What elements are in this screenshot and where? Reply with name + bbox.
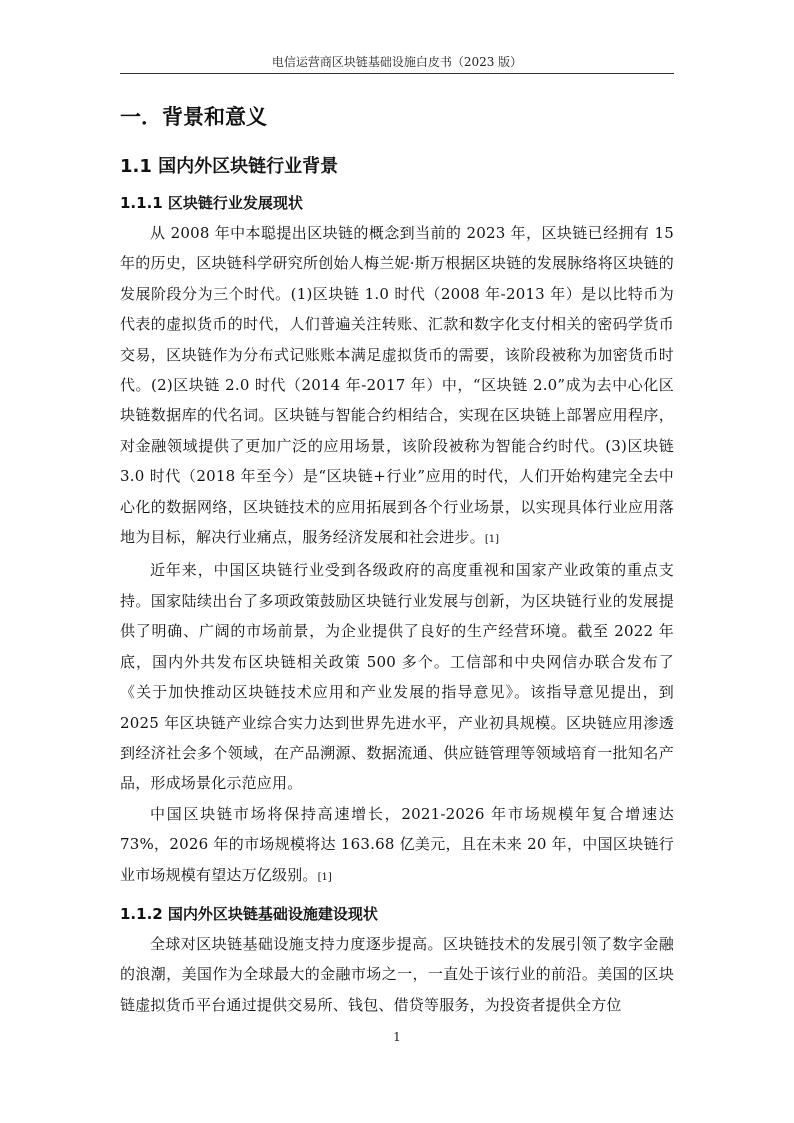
paragraph-1-text: 从 2008 年中本聪提出区块链的概念到当前的 2023 年，区块链已经拥有 15 年的历史，区块链科学研究所创始人梅兰妮·斯万根据区块链的发展脉络将区块链的发展阶段分为三个时代。(1)区块链 1.0 时代（2008 年-2013 年）是以比特币为代表的虚拟货币的时代，人们普遍关注转账、汇款和数字化支付相关的密码学货币交易，区块链作为分布式记账账本满足虚拟货币的需要，该阶段被称为加密货币时代。(2)区块链 2.0 时代（2014 年-2017 年）中，“区块链 2.0”成为去中心化区块链数据库的代名词。区块链与智能合约相结合，实现在区块链上部署应用程序，对金融领域提供了更加广泛的应用场景，该阶段被称为智能合约时代。(3)区块链 3.0 时代（2018 年至今）是“区块链+行业”应用的时代，人们开始构建完全去中心化的数据网络，区块链技术的应用拓展到各个行业场景，以实现具体行业应用落地为目标，解决行业痛点，服务经济发展和社会进步。 xyxy=(120,224,674,547)
paragraph-2 xyxy=(120,555,674,798)
paragraph-3-text: 中国区块链市场将保持高速增长，2021-2026 年市场规模年复合增速达 73%，2026 年的市场规模将达 163.68 亿美元，且在未来 20 年，中国区块链行业市场规模有望达万亿级别。 xyxy=(120,804,674,884)
citation-ref-2: [1] xyxy=(317,871,332,883)
paragraph-4-text: 全球对区块链基础设施支持力度逐步提高。区块链技术的发展引领了数字金融的浪潮，美国作为全球最大的金融市场之一，一直处于该行业的前沿。美国的区块链虚拟货币平台通过提供交易所、钱包、借贷等服务，为投资者提供全方位 xyxy=(120,934,674,1014)
paragraph-3 xyxy=(120,799,674,893)
paragraph-4 xyxy=(120,929,674,1020)
paragraph-1 xyxy=(120,218,674,555)
subsection-heading-1: 1.1.1 区块链行业发展现状 xyxy=(120,194,303,212)
paragraph-2-text: 近年来，中国区块链行业受到各级政府的高度重视和国家产业政策的重点支持。国家陆续出台了多项政策鼓励区块链行业发展与创新，为区块链行业的发展提供了明确、广阔的市场前景，为企业提供了良好的生产经营环境。截至 2022 年底，国内外共发布区块链相关政策 500 多个。工信部和中央网信办联合发布了《关于加快推动区块链技术应用和产业发展的指导意见》。该指导意见提出，到 2025 年区块链产业综合实力达到世界先进水平，产业初具规模。区块链应用渗透到经济社会多个领域，在产品溯源、数据流通、供应链管理等领域培育一批知名产品，形成场景化示范应用。 xyxy=(120,561,674,793)
section-heading: 1.1 国内外区块链行业背景 xyxy=(120,156,339,177)
page-number: 1 xyxy=(393,1030,401,1044)
page-content xyxy=(120,100,674,1020)
citation-ref-1: [1] xyxy=(484,534,499,546)
header-divider xyxy=(120,73,674,74)
chapter-heading: 一．背景和意义 xyxy=(120,105,267,129)
subsection-heading-2: 1.1.2 国内外区块链基础设施建设现状 xyxy=(120,904,378,923)
running-header: 电信运营商区块链基础设施白皮书（2023 版） xyxy=(271,55,523,69)
